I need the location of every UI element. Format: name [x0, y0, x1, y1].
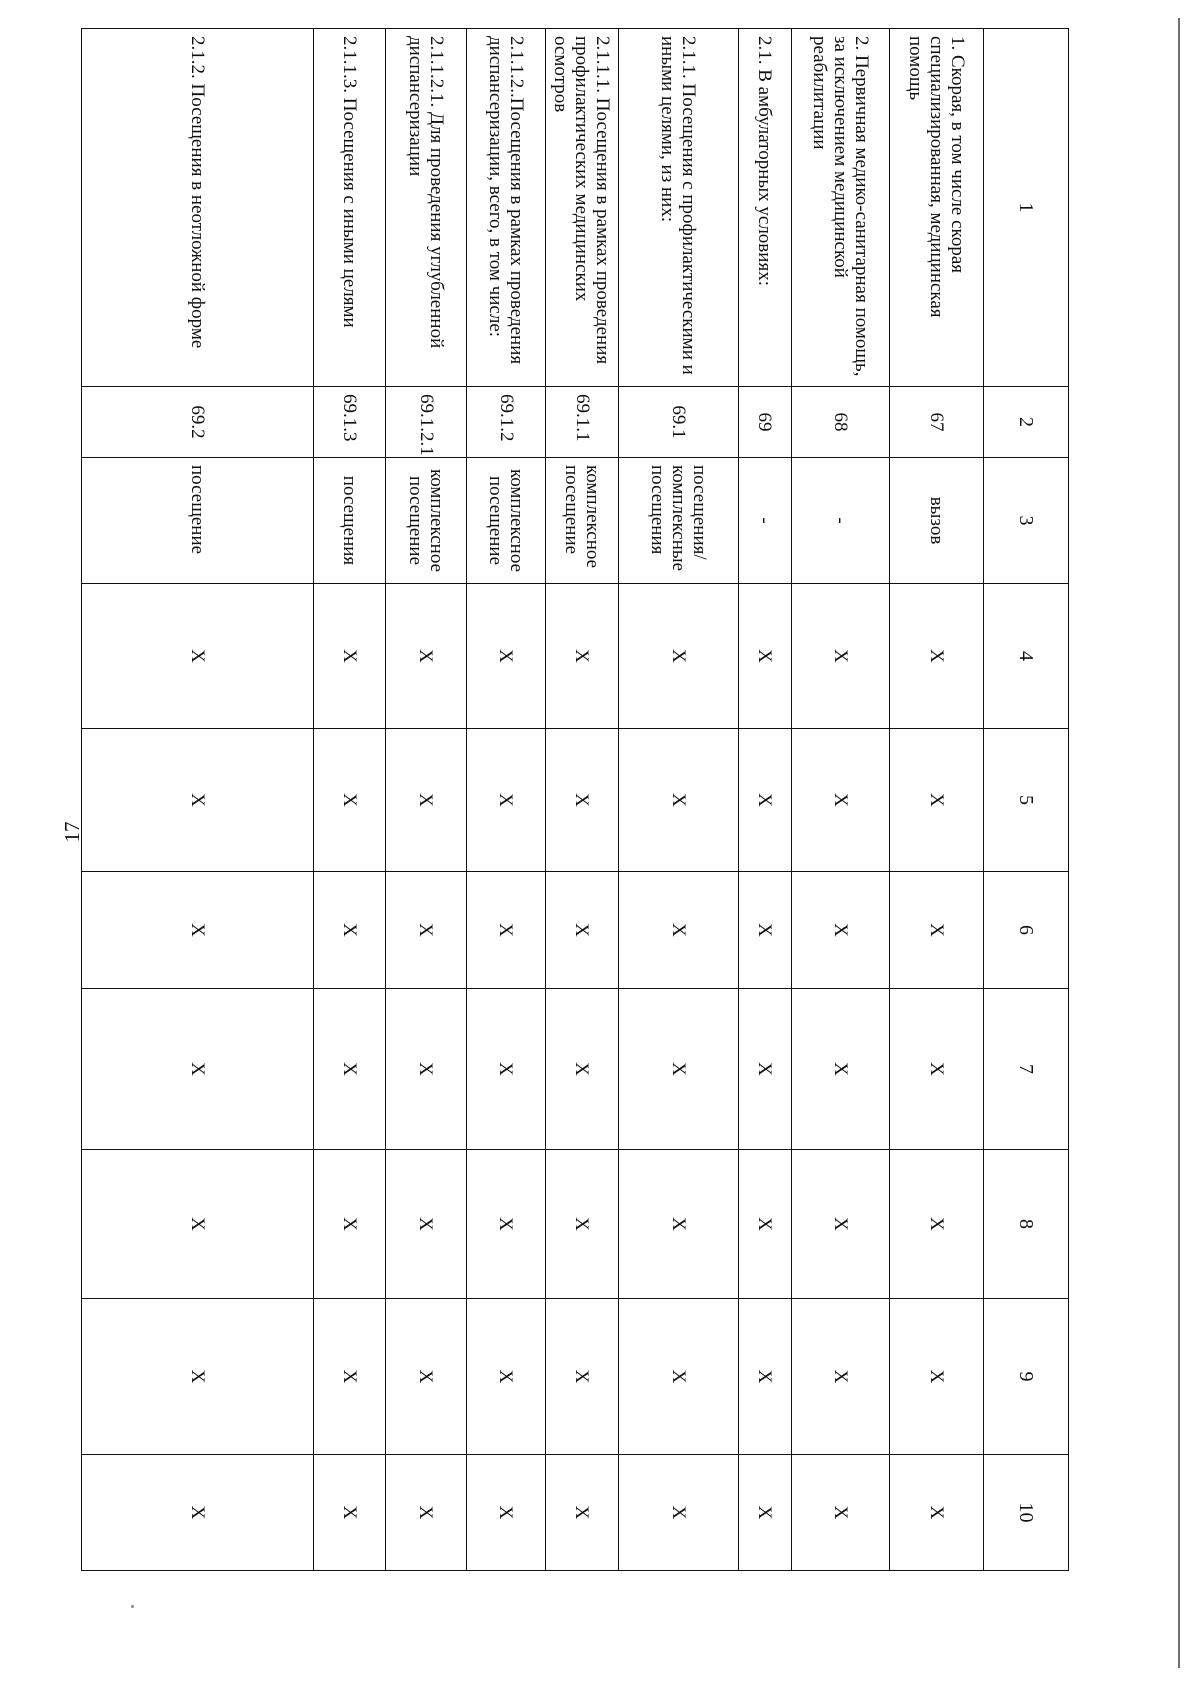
table-cell: Х: [82, 1150, 314, 1299]
table-cell: Х: [619, 1299, 739, 1455]
table-cell: Х: [314, 1455, 386, 1571]
table-cell: Х: [467, 1150, 546, 1299]
table-cell: Х: [82, 584, 314, 729]
table-cell: Х: [467, 1299, 546, 1455]
row-name: 2.1.1.3. Посещения с иными целями: [314, 29, 386, 387]
table-cell: Х: [890, 872, 984, 989]
table-row: [386, 29, 467, 1571]
table-cell: Х: [619, 584, 739, 729]
row-code: 67: [890, 387, 984, 458]
table-cell: Х: [739, 1299, 792, 1455]
table-cell: Х: [792, 989, 890, 1150]
table-cell: Х: [82, 1455, 314, 1571]
row-code: 69.2: [82, 387, 314, 458]
table-cell: Х: [82, 729, 314, 872]
row-name: 2.1.1. Посещения с профилактическими и иными целями, из них:: [619, 29, 739, 387]
table-cell: Х: [467, 1455, 546, 1571]
table-cell: Х: [619, 989, 739, 1150]
table-cell: Х: [792, 872, 890, 989]
table-cell: Х: [467, 729, 546, 872]
column-header: 1: [984, 29, 1069, 387]
table-cell: Х: [890, 584, 984, 729]
table-cell: Х: [739, 1150, 792, 1299]
table-cell: Х: [739, 872, 792, 989]
row-code: 69.1.2: [467, 387, 546, 458]
row-name: 2.1.1.2.1. Для проведения углубленной диспансеризации: [386, 29, 467, 387]
table-cell: Х: [82, 989, 314, 1150]
table-cell: Х: [314, 729, 386, 872]
table-cell: Х: [386, 1299, 467, 1455]
table-row: [792, 29, 890, 1571]
table-cell: Х: [546, 872, 619, 989]
row-code: 69: [739, 387, 792, 458]
table-cell: Х: [890, 1299, 984, 1455]
row-unit: комплексное посещение: [386, 458, 467, 584]
column-header: 10: [984, 1455, 1069, 1571]
table-row: [467, 29, 546, 1571]
table-cell: Х: [467, 584, 546, 729]
row-name: 2.1.2. Посещения в неотложной форме: [82, 29, 314, 387]
table-cell: Х: [546, 1455, 619, 1571]
column-header: 7: [984, 989, 1069, 1150]
page-number: 17: [60, 821, 84, 843]
table-cell: Х: [314, 989, 386, 1150]
table-cell: Х: [739, 989, 792, 1150]
table-cell: Х: [467, 872, 546, 989]
column-header: 4: [984, 584, 1069, 729]
table-cell: Х: [890, 729, 984, 872]
table-row: [619, 29, 739, 1571]
table-cell: Х: [619, 1150, 739, 1299]
table-cell: Х: [792, 729, 890, 872]
row-unit: посещение: [82, 458, 314, 584]
table-cell: Х: [386, 1455, 467, 1571]
table-cell: Х: [546, 729, 619, 872]
table-row: [546, 29, 619, 1571]
rotated-page-content: [82, 28, 1069, 1570]
table-row: [739, 29, 792, 1571]
table-row: [314, 29, 386, 1571]
column-header: 2: [984, 387, 1069, 458]
table-cell: Х: [386, 1150, 467, 1299]
row-unit: комплексное посещение: [467, 458, 546, 584]
row-unit: -: [739, 458, 792, 584]
row-name: 2.1. В амбулаторных условиях:: [739, 29, 792, 387]
table-cell: Х: [739, 1455, 792, 1571]
row-code: 69.1.1: [546, 387, 619, 458]
column-header: 8: [984, 1150, 1069, 1299]
table-cell: Х: [82, 1299, 314, 1455]
table-cell: Х: [792, 584, 890, 729]
table-cell: Х: [314, 584, 386, 729]
row-unit: комплексное посещение: [546, 458, 619, 584]
row-code: 69.1.3: [314, 387, 386, 458]
table-cell: Х: [792, 1455, 890, 1571]
table-cell: Х: [546, 1150, 619, 1299]
table-cell: Х: [546, 989, 619, 1150]
table-cell: Х: [792, 1150, 890, 1299]
table-cell: Х: [619, 1455, 739, 1571]
table-cell: Х: [386, 584, 467, 729]
table-cell: Х: [890, 1150, 984, 1299]
row-unit: посещения/комплексные посещения: [619, 458, 739, 584]
row-name: 2.1.1.1. Посещения в рамках проведения профилактических медицинских осмотров: [546, 29, 619, 387]
table-cell: Х: [546, 1299, 619, 1455]
row-name: 1. Скорая, в том числе скорая специализированная, медицинская помощь: [890, 29, 984, 387]
table-row: [82, 29, 314, 1571]
table-cell: Х: [467, 989, 546, 1150]
row-name: 2.1.1.2..Посещения в рамках проведения диспансеризации, всего, в том числе:: [467, 29, 546, 387]
table-cell: Х: [792, 1299, 890, 1455]
table-cell: Х: [82, 872, 314, 989]
scan-edge-line: [1178, 18, 1180, 1668]
row-code: 68: [792, 387, 890, 458]
table-cell: Х: [619, 729, 739, 872]
table-cell: Х: [890, 989, 984, 1150]
table-cell: Х: [314, 1150, 386, 1299]
row-name: 2. Первичная медико-санитарная помощь, за исключением медицинской реабилитации: [792, 29, 890, 387]
table-cell: Х: [890, 1455, 984, 1571]
table-row: [890, 29, 984, 1571]
column-header: 3: [984, 458, 1069, 584]
row-code: 69.1.2.1: [386, 387, 467, 458]
table-cell: Х: [386, 989, 467, 1150]
table-cell: Х: [619, 872, 739, 989]
table-cell: Х: [386, 872, 467, 989]
table-cell: Х: [314, 872, 386, 989]
row-unit: посещения: [314, 458, 386, 584]
scan-speck: [131, 1605, 134, 1608]
column-header: 9: [984, 1299, 1069, 1455]
table-cell: Х: [386, 729, 467, 872]
column-header: 6: [984, 872, 1069, 989]
row-code: 69.1: [619, 387, 739, 458]
table-header-row: [984, 29, 1069, 1571]
table-cell: Х: [739, 729, 792, 872]
table-cell: Х: [314, 1299, 386, 1455]
table-cell: Х: [739, 584, 792, 729]
column-header: 5: [984, 729, 1069, 872]
row-unit: -: [792, 458, 890, 584]
table-cell: Х: [546, 584, 619, 729]
data-table: [81, 28, 1069, 1571]
row-unit: вызов: [890, 458, 984, 584]
